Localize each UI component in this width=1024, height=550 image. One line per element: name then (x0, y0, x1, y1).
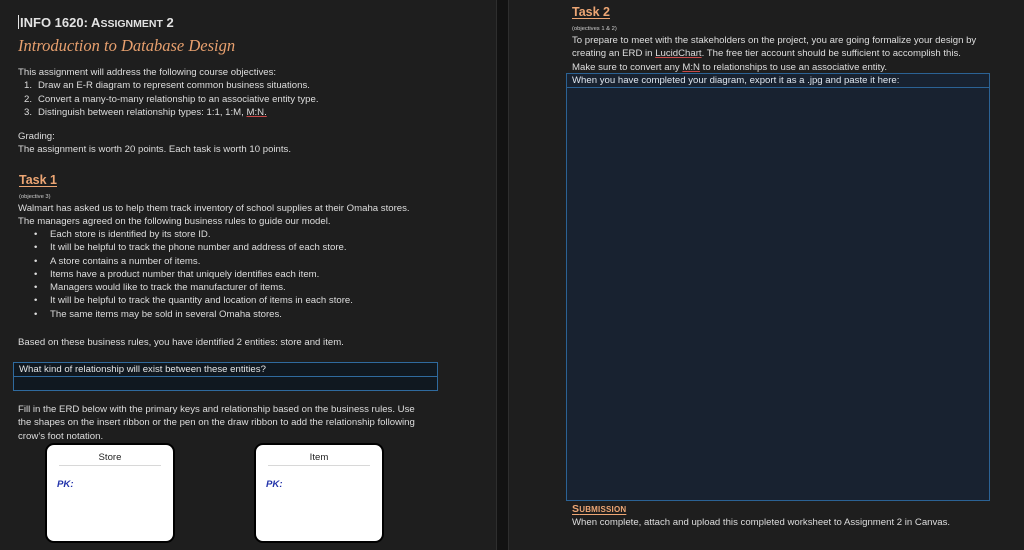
grading-text: The assignment is worth 20 points. Each task is worth 10 points. (18, 144, 292, 156)
assignment-subtitle: Introduction to Database Design (18, 36, 236, 55)
submission-heading: SUBMISSION (572, 503, 627, 515)
objectives-section (18, 66, 488, 119)
business-rules (18, 228, 488, 321)
business-rules-list (18, 228, 488, 321)
business-rule-item: • The same items may be sold in several Omaha stores. (18, 308, 488, 321)
entity-divider (268, 465, 370, 466)
business-rule-item: • Managers would like to track the manufacturer of items. (18, 281, 488, 294)
document-page-right (509, 0, 1024, 550)
text-cursor (18, 15, 19, 29)
business-rule-item: • A store contains a number of items. (18, 255, 488, 268)
objectives-intro: This assignment will address the following course objectives: (18, 67, 277, 78)
entity-divider (59, 465, 161, 466)
page-gutter (496, 0, 509, 550)
business-rule-item: • Each store is identified by its store ID. (18, 228, 488, 241)
instruction-line: the shapes on the insert ribbon or the pen on the draw ribbon to add the relationship following (18, 417, 415, 429)
entity-box-store[interactable] (45, 443, 175, 543)
business-rule-item: • It will be helpful to track the quantity and location of items in each store. (18, 294, 488, 307)
objective-item: 1. Draw an E-R diagram to represent common business situations. (23, 80, 310, 92)
task2-desc-line: To prepare to meet with the stakeholders on the project, you are going formalize your design by (572, 35, 977, 46)
instruction-line: crow’s foot notation. (18, 430, 104, 442)
spellcheck-flagged-text: LucidChart (655, 48, 702, 60)
erd-instructions (18, 403, 488, 443)
task1-description (18, 202, 488, 229)
objective-item: 3. Distinguish between relationship types: 1:1, 1:M, M:N. (23, 106, 267, 118)
answer-divider (14, 376, 437, 377)
business-rule-item: • It will be helpful to track the phone number and address of each store. (18, 241, 488, 254)
task1-desc-line: Walmart has asked us to help them track inventory of school supplies at their Omaha stores. (18, 203, 410, 214)
grading-label: Grading: (18, 131, 55, 142)
relationship-question-box[interactable] (13, 362, 438, 391)
assignment-title: INFO 1620: ASSIGNMENT 2 (20, 15, 174, 30)
instruction-line: Fill in the ERD below with the primary keys and relationship based on the business rules. Use (18, 404, 415, 415)
objective-item: 2. Convert a many-to-many relationship to an associative entity type. (23, 93, 319, 105)
document-page-left (0, 0, 496, 550)
task2-heading: Task 2 (572, 5, 610, 19)
diagram-prompt: When you have completed your diagram, export it as a .jpg and paste it here: (572, 75, 900, 86)
entity-box-item[interactable] (254, 443, 384, 543)
entity-name: Item (309, 452, 329, 463)
task2-desc-line: Make sure to convert any M:N to relationships to use an associative entity. (572, 61, 887, 73)
entities-statement: Based on these business rules, you have identified 2 entities: store and item. (18, 337, 344, 348)
grading-section (18, 130, 488, 157)
task1-desc-line: The managers agreed on the following business rules to guide our model. (18, 216, 331, 228)
business-rule-item: • Items have a product number that uniquely identifies each item. (18, 268, 488, 281)
task1-objective-note: (objective 3) (19, 194, 51, 200)
submission-text: When complete, attach and upload this completed worksheet to Assignment 2 in Canvas. (572, 517, 951, 528)
task1-heading: Task 1 (19, 173, 57, 187)
spellcheck-flagged-text: M:N. (246, 106, 267, 118)
primary-key-label: PK: (266, 479, 283, 490)
objectives-list (18, 79, 488, 119)
spellcheck-flagged-text: M:N (682, 61, 700, 73)
task2-objective-note: (objectives 1 & 2) (572, 26, 617, 32)
task2-description (572, 34, 1017, 74)
diagram-divider (567, 87, 989, 88)
entity-name: Store (98, 452, 122, 463)
primary-key-label: PK: (57, 479, 74, 490)
relationship-question: What kind of relationship will exist between these entities? (19, 364, 266, 375)
diagram-paste-area[interactable] (566, 73, 990, 501)
task2-desc-line: creating an ERD in LucidChart. The free tier account should be sufficient to accomplish this. (572, 48, 961, 60)
